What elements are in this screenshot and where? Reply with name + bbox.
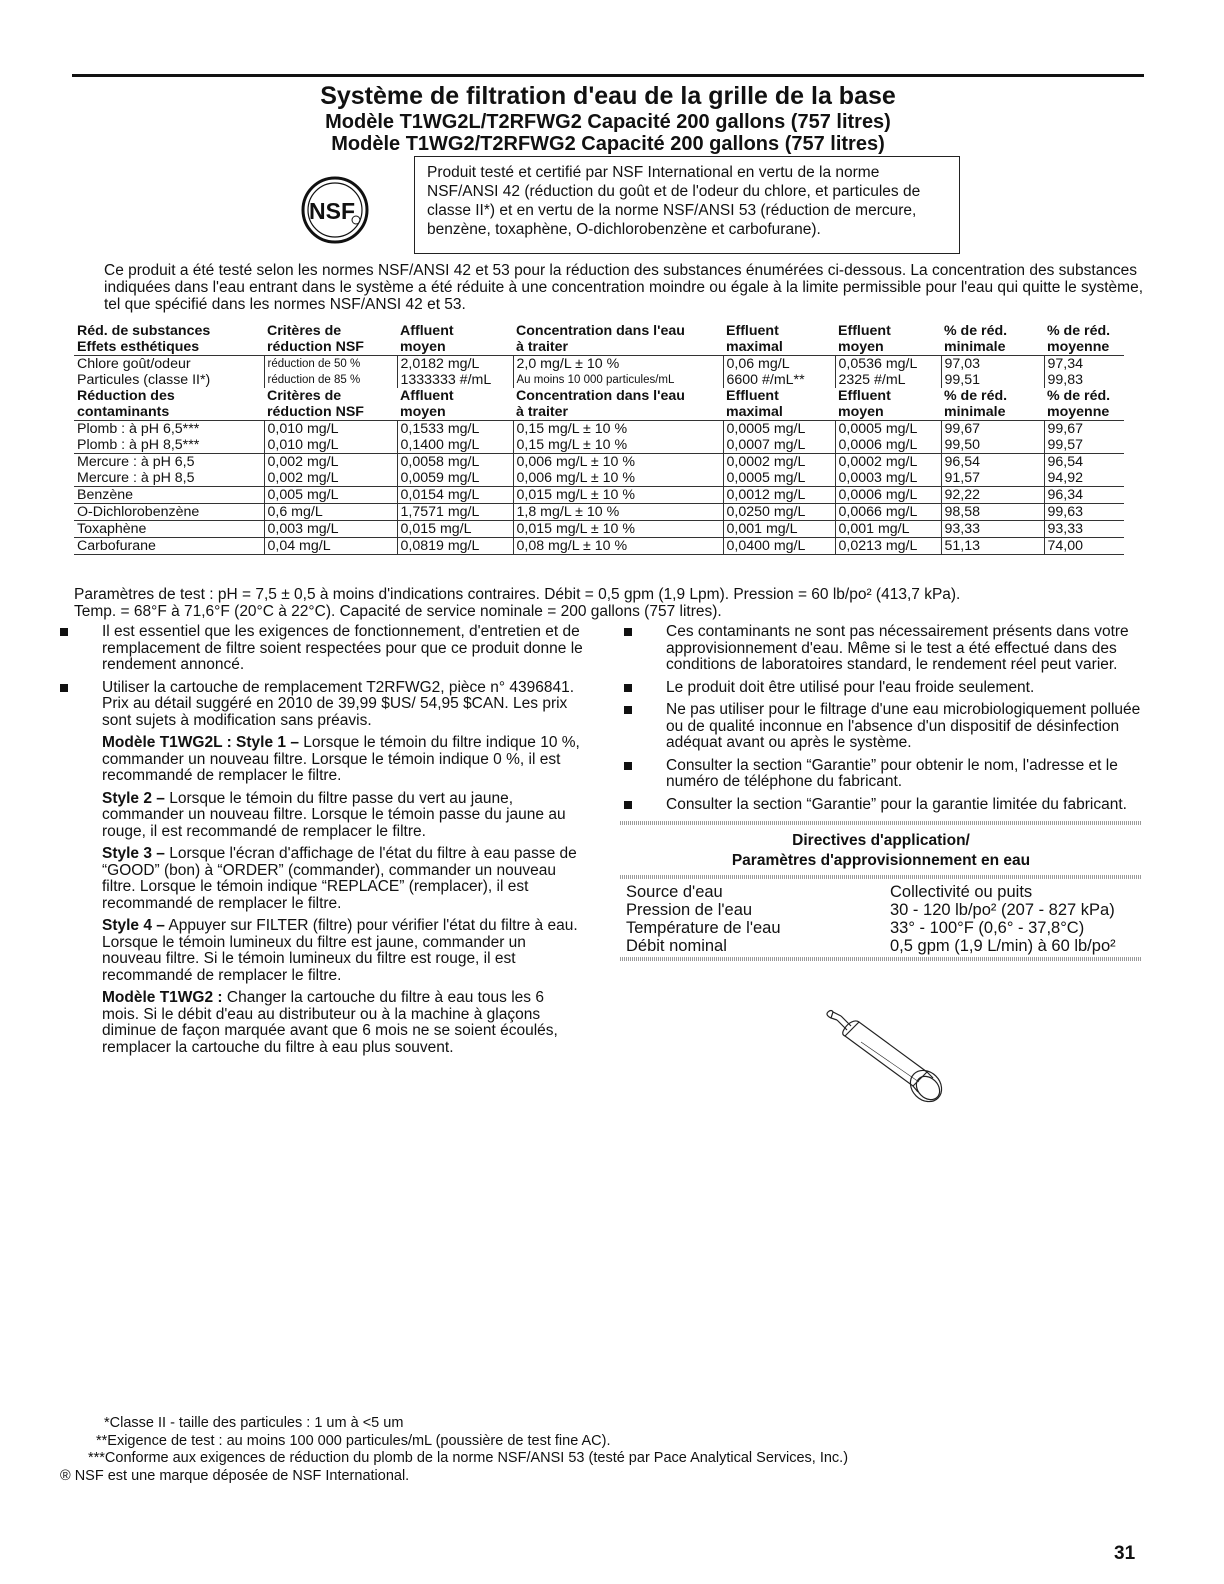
table-cell: 2,0 mg/L ± 10 % Au moins 10 000 particules/mL [513,356,723,389]
performance-table [74,323,1124,555]
test-parameters [74,586,1134,620]
table-cell: 0,002 mg/L 0,002 mg/L [264,454,397,487]
app-label: Source d'eau [626,883,723,901]
style2-label: Style 2 – [102,789,165,807]
table-cell: Plomb : à pH 6,5*** Plomb : à pH 8,5*** [74,421,264,454]
table-cell: 96,54 94,92 [1044,454,1124,487]
right-bullet-5: Consulter la section “Garantie” pour la garantie limitée du fabricant. [620,797,1142,814]
table-cell: 0,06 mg/L 6600 #/mL** [723,356,835,389]
table-cell: 2,0182 mg/L 1333333 #/mL [397,356,513,389]
table-row [74,487,1124,504]
table-row [74,504,1124,521]
table-cell: Affluent moyen [400,323,454,355]
table-cell: 0,04 mg/L [264,538,397,555]
table-cell: 0,005 mg/L [264,487,397,504]
right-bullet-2: Le produit doit être utilisé pour l'eau froide seulement. [620,680,1142,697]
table-cell: 0,1533 mg/L 0,1400 mg/L [397,421,513,454]
table-cell: Concentration dans l'eau à traiter [516,388,685,420]
table-cell: 0,0536 mg/L 2325 #/mL [835,356,941,389]
style3-text: Lorsque l'écran d'affichage de l'état du filtre à eau passe de “GOOD” (bon) à “ORDER” (commander), commander un nouveau filtre. Lorsque le témoin indique “REPLACE” (remplacer), il est recommandé de remplacer le filtre. [102,845,577,912]
table-cell: 0,0154 mg/L [397,487,513,504]
divider-top [620,821,1142,825]
divider-middle [620,875,1142,879]
table-cell: Critères de réduction NSF [267,323,364,355]
table-cell: 0,015 mg/L [397,521,513,538]
table-cell: Effluent maximal [726,323,783,355]
table-cell: Affluent moyen [400,388,454,420]
app-label: Pression de l'eau [626,901,753,919]
table-cell: 0,003 mg/L [264,521,397,538]
table-cell: 93,33 [941,521,1044,538]
table-cell: 1,8 mg/L ± 10 % [513,504,723,521]
model-line-1: Modèle T1WG2L/T2RFWG2 Capacité 200 gallons (757 litres) [325,111,891,133]
footnote-3: ***Conforme aux exigences de réduction du plomb de la norme NSF/ANSI 53 (testé par Pace Analytical Services, Inc.) [88,1450,849,1466]
table-header-row [74,388,1124,421]
page-title: Système de filtration d'eau de la grille de la base [320,82,896,110]
footnote-2: **Exigence de test : au moins 100 000 particules/mL (poussière de test fine AC). [96,1432,611,1449]
table-cell: % de réd. minimale [944,388,1008,420]
app-value: 30 - 120 lb/po² (207 - 827 kPa) [890,901,1115,919]
left-bullet-2: Utiliser la cartouche de remplacement T2RFWG2, pièce n° 4396841. Prix au détail suggéré en 2010 de 39,99 $US/ 54,95 $CAN. Les prix sont sujets à modification sans préavis. [56,680,584,730]
right-bullet-1: Ces contaminants ne sont pas nécessairement présents dans votre approvisionnement d'eau. Même si le test a été effectué dans des conditions de laboratoires standard, le rendement réel peut varier. [620,624,1142,674]
style1-label: Modèle T1WG2L : Style 1 – [102,734,299,751]
t1wg2-text: Changer la cartouche du filtre à eau tous les 6 mois. Si le débit d'eau au distributeur ou à la machine à glaçons diminue de façon marquée avant que 6 mois ne se soient écoulés, remplacer la cartouche du filtre à eau plus souvent. [102,989,558,1056]
app-row [620,919,1142,937]
right-bullet-3: Ne pas utiliser pour le filtrage d'une eau microbiologiquement polluée ou de qualité inconnue en l'absence d'un dispositif de désinfection adéquat avant ou après le système. [620,702,1142,752]
table-cell: Chlore goût/odeur Particules (classe II*) [74,356,264,389]
table-cell: O-Dichlorobenzène [74,504,264,521]
filter-cartridge-icon [815,1008,965,1114]
style1-text: Lorsque le témoin du filtre indique 10 %, commander un nouveau filtre. Lorsque le témoin indique 0 %, il est recommandé de remplacer le filtre. [102,734,580,784]
footnote-1: *Classe II - taille des particules : 1 um à <5 um [104,1415,404,1431]
table-cell: 0,0012 mg/L [723,487,835,504]
table-cell: 0,0005 mg/L 0,0006 mg/L [835,421,941,454]
app-value: 0,5 gpm (1,9 L/min) à 60 lb/po² [890,937,1116,955]
left-bullet-1: Il est essentiel que les exigences de fonctionnement, d'entretien et de remplacement de filtre soient respectées pour que ce produit donne le rendement annoncé. [56,624,584,674]
title-block [72,82,1144,155]
table-header-row [74,323,1124,356]
style3-paragraph [56,846,584,912]
table-cell: réduction de 50 % réduction de 85 % [264,356,397,389]
table-cell: % de réd. moyenne [1047,323,1111,355]
t1wg2-label: Modèle T1WG2 : [102,989,223,1006]
application-title [620,831,1142,871]
table-row [74,538,1124,555]
table-row [74,421,1124,454]
table-cell: 0,015 mg/L ± 10 % [513,521,723,538]
style4-paragraph [56,918,584,984]
table-cell: 96,54 91,57 [941,454,1044,487]
table-cell: 0,0058 mg/L 0,0059 mg/L [397,454,513,487]
nsf-logo-text: NSF [309,198,355,224]
style4-text: Appuyer sur FILTER (filtre) pour vérifier l'état du filtre à eau. Lorsque le témoin lumineux du filtre est jaune, commander un nouveau filtre. Si le témoin lumineux du filtre est rouge, il est recommandé de remplacer le filtre. [102,917,578,984]
table-cell: % de réd. moyenne [1047,388,1111,420]
table-cell: 0,6 mg/L [264,504,397,521]
table-cell: Effluent maximal [726,388,783,420]
application-title-line-1: Directives d'application/ [792,832,970,849]
table-cell: 0,0066 mg/L [835,504,941,521]
table-cell: 97,03 99,51 [941,356,1044,389]
table-row [74,356,1124,389]
table-cell: 0,0819 mg/L [397,538,513,555]
table-cell: 0,0250 mg/L [723,504,835,521]
app-label: Débit nominal [626,937,727,955]
footnotes [56,1415,1056,1485]
table-cell: 0,08 mg/L ± 10 % [513,538,723,555]
app-label: Température de l'eau [626,919,781,937]
table-cell: 99,63 [1044,504,1124,521]
right-bullet-4: Consulter la section “Garantie” pour obtenir le nom, l'adresse et le numéro de téléphone du fabricant. [620,758,1142,791]
left-column [56,624,584,1062]
table-cell: 99,67 99,57 [1044,421,1124,454]
test-params-line-1: Paramètres de test : pH = 7,5 ± 0,5 à moins d'indications contraires. Débit = 0,5 gpm (1,9 Lpm). Pression = 60 lb/po² (413,7 kPa). [74,586,961,603]
table-cell: 0,015 mg/L ± 10 % [513,487,723,504]
divider-bottom [620,957,1142,961]
table-cell: 0,15 mg/L ± 10 % 0,15 mg/L ± 10 % [513,421,723,454]
app-value: Collectivité ou puits [890,883,1033,901]
page-number: 31 [1114,1543,1136,1564]
table-cell: Réduction des contaminants [77,388,175,420]
table-cell: 98,58 [941,504,1044,521]
style2-text: Lorsque le témoin du filtre passe du vert au jaune, commander un nouveau filtre. Lorsque le témoin passe du jaune au rouge, il est recommandé de remplacer le filtre. [102,789,566,840]
model-line-2: Modèle T1WG2/T2RFWG2 Capacité 200 gallons (757 litres) [331,133,885,155]
table-cell: % de réd. minimale [944,323,1008,355]
table-cell: 0,006 mg/L ± 10 % 0,006 mg/L ± 10 % [513,454,723,487]
table-cell: Benzène [74,487,264,504]
table-cell: Mercure : à pH 6,5 Mercure : à pH 8,5 [74,454,264,487]
table-cell: 0,0400 mg/L [723,538,835,555]
app-value: 33° - 100°F (0,6° - 37,8°C) [890,919,1085,937]
app-row [620,937,1142,955]
nsf-logo-icon [301,176,369,244]
application-table [620,883,1142,955]
table-cell: 99,67 99,50 [941,421,1044,454]
table-cell: 0,0006 mg/L [835,487,941,504]
table-cell: Concentration dans l'eau à traiter [516,323,685,355]
app-row [620,901,1142,919]
style3-label: Style 3 – [102,845,165,862]
table-cell: 0,0002 mg/L 0,0003 mg/L [835,454,941,487]
table-cell: 0,0002 mg/L 0,0005 mg/L [723,454,835,487]
table-cell: 0,0213 mg/L [835,538,941,555]
table-cell: 0,001 mg/L [723,521,835,538]
table-cell: 93,33 [1044,521,1124,538]
table-row [74,521,1124,538]
table-cell: 1,7571 mg/L [397,504,513,521]
application-title-line-2: Paramètres d'approvisionnement en eau [731,852,1031,869]
table-cell: Critères de réduction NSF [267,388,364,420]
table-cell: 97,34 99,83 [1044,356,1124,389]
intro-paragraph: Ce produit a été testé selon les normes NSF/ANSI 42 et 53 pour la réduction des substances énumérées ci-dessous. La concentration des substances indiquées dans l'eau entrant dans le système a été réduite à une concentration moindre ou égale à la limite permissible pour l'eau qui quitte le système, tel que spécifié dans les normes NSF/ANSI 42 et 53. [104,262,1144,313]
table-cell: Effluent moyen [838,388,891,420]
right-column [620,624,1142,961]
app-row [620,883,1142,901]
table-cell: Toxaphène [74,521,264,538]
footnote-4: ® NSF est une marque déposée de NSF International. [60,1467,410,1484]
style4-label: Style 4 – [102,917,165,934]
table-cell: 0,001 mg/L [835,521,941,538]
table-cell: Effluent moyen [838,323,891,355]
table-cell: 74,00 [1044,538,1124,555]
table-cell: 96,34 [1044,487,1124,504]
nsf-certification-box: Produit testé et certifié par NSF International en vertu de la norme NSF/ANSI 42 (réduction du goût et de l'odeur du chlore, et particules de classe II*) et en vertu de la norme NSF/ANSI 53 (réduction de mercure, benzène, toxaphène, O-dichlorobenzène et carbofurane). [414,156,960,254]
table-cell: Réd. de substances Effets esthétiques [77,323,211,355]
test-params-line-2: Temp. = 68°F à 71,6°F (20°C à 22°C). Capacité de service nominale = 200 gallons (757 litres). [74,603,722,620]
table-cell: Carbofurane [74,538,264,555]
table-cell: 51,13 [941,538,1044,555]
table-cell: 0,0005 mg/L 0,0007 mg/L [723,421,835,454]
style1-paragraph [56,735,584,785]
table-cell: 92,22 [941,487,1044,504]
table-cell: 0,010 mg/L 0,010 mg/L [264,421,397,454]
style2-paragraph [56,791,584,841]
table-row [74,454,1124,487]
t1wg2-paragraph [56,990,584,1056]
top-rule [72,74,1144,77]
